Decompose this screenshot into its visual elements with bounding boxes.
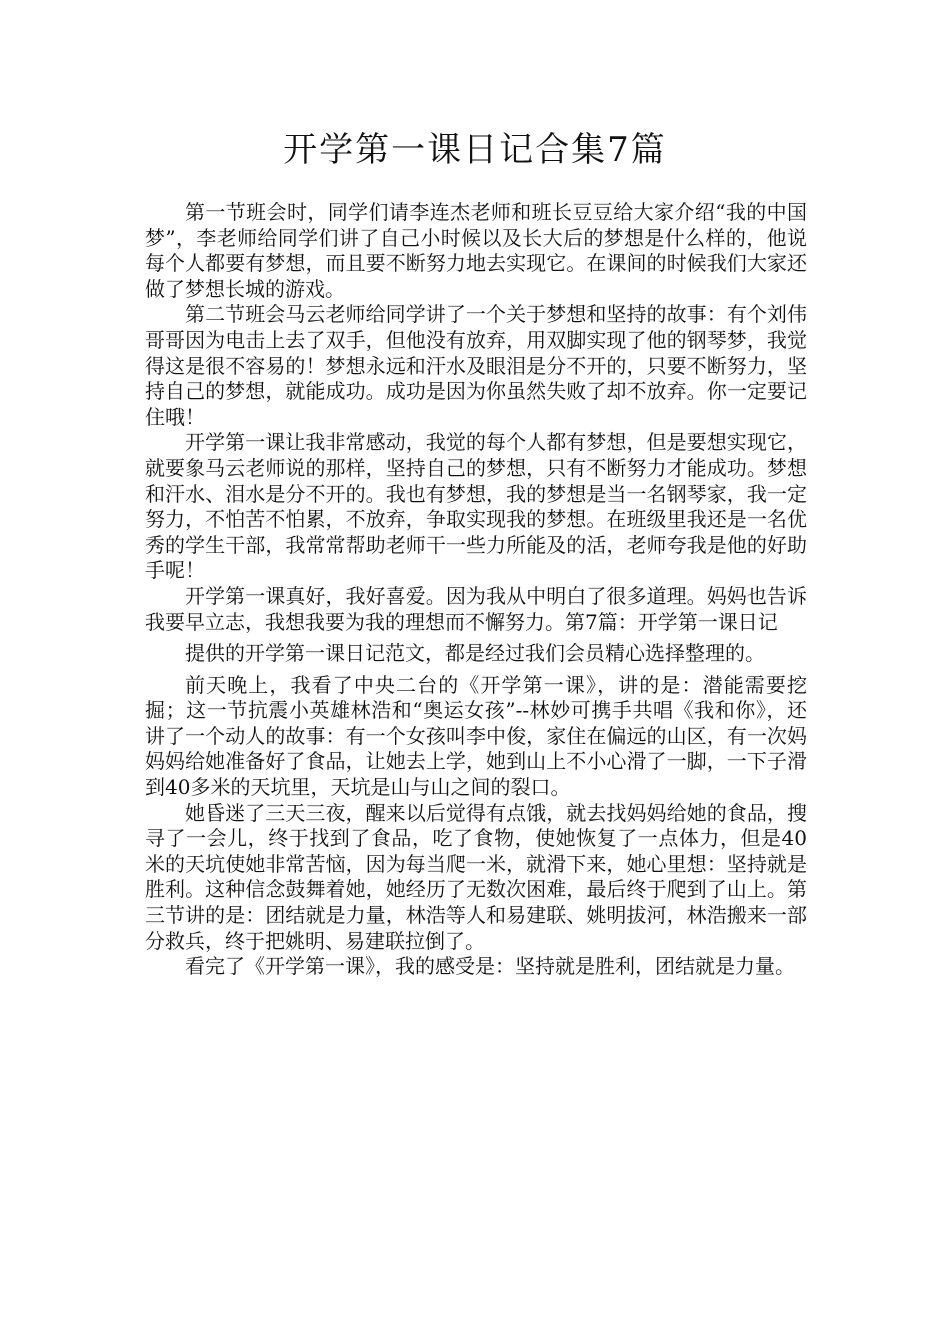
paragraph-3: 开学第一课让我非常感动，我觉的每个人都有梦想，但是要想实现它，就要象马云老师说的那样，坚持自己的梦想，只有不断努力才能成功。梦想和汗水、泪水是分不开的。我也有梦想，我的梦想是当一名钢琴家，我一定努力，不怕苦不怕累，不放弃，争取实现我的梦想。在班级里我还是一名优秀的学生干部，我常常帮助老师干一些力所能及的活，老师夸我是他的好助手呢！ [145,430,807,583]
paragraph-1: 第一节班会时，同学们请李连杰老师和班长豆豆给大家介绍“我的中国梦”，李老师给同学们讲了自己小时候以及长大后的梦想是什么样的，他说每个人都要有梦想，而且要不断努力地去实现它。在课间的时候我们大家还做了梦想长城的游戏。 [145,200,807,301]
paragraph-7: 她昏迷了三天三夜，醒来以后觉得有点饿，就去找妈妈给她的食品，搜寻了一会儿，终于找到了食品，吃了食物，使她恢复了一点体力，但是40米的天坑使她非常苦恼，因为每当爬一米，就滑下来，她心里想：坚持就是胜利。这种信念鼓舞着她，她经历了无数次困难，最后终于爬到了山上。第三节讲的是：团结就是力量，林浩等人和易建联、姚明拔河，林浩搬来一部分救兵，终于把姚明、易建联拉倒了。 [145,800,807,953]
paragraph-5: 提供的开学第一课日记范文，都是经过我们会员精心选择整理的。 [185,641,765,666]
paragraph-8: 看完了《开学第一课》，我的感受是：坚持就是胜利，团结就是力量。 [185,954,795,979]
paragraph-6: 前天晚上，我看了中央二台的《开学第一课》，讲的是：潜能需要挖掘；这一节抗震小英雄林浩和“奥运女孩”--林妙可携手共唱《我和你》，还讲了一个动人的故事：有一个女孩叫李中俊，家住在偏远的山区，有一次妈妈妈给她准备好了食品，让她去上学，她到山上不小心滑了一脚，一下子滑到40多米的天坑里，天坑是山与山之间的裂口。 [145,672,807,800]
paragraph-4: 开学第一课真好，我好喜爱。因为我从中明白了很多道理。妈妈也告诉我要早立志，我想我要为我的理想而不懈努力。第7篇：开学第一课日记 [145,583,807,634]
document-body [145,200,807,980]
document-title: 开学第一课日记合集7篇 [283,130,667,170]
paragraph-2: 第二节班会马云老师给同学讲了一个关于梦想和坚持的故事：有个刘伟哥哥因为电击上去了双手，但他没有放弃，用双脚实现了他的钢琴梦，我觉得这是很不容易的！梦想永远和汗水及眼泪是分不开的，只要不断努力，坚持自己的梦想，就能成功。成功是因为你虽然失败了却不放弃。你一定要记住哦！ [145,302,807,429]
